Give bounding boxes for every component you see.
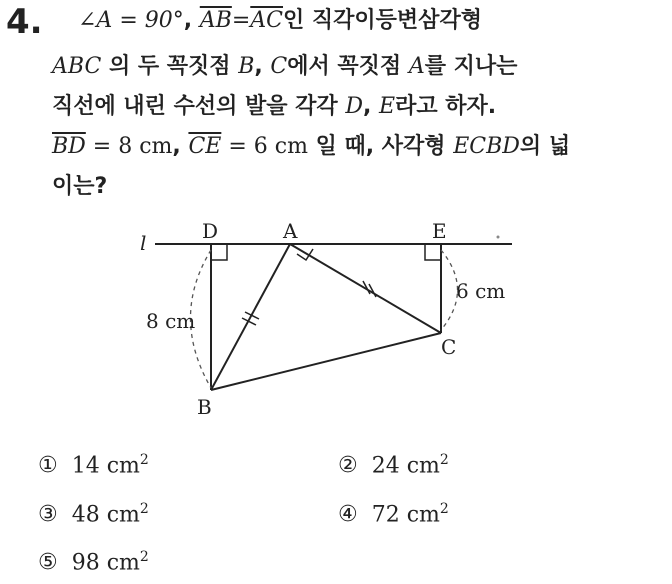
- choice-4-mark: ④: [338, 502, 358, 528]
- line1-text: 인 직각이등변삼각형: [283, 8, 482, 33]
- right-angle-e: [425, 244, 441, 260]
- choice-3-mark: ③: [38, 502, 58, 528]
- label-ce-length: 6 cm: [456, 279, 506, 303]
- choice-5-value: 98 cm: [71, 550, 140, 576]
- label-d: D: [202, 219, 219, 243]
- question-number: 4.: [6, 2, 43, 42]
- choice-5-exponent: 2: [139, 549, 149, 565]
- label-b: B: [197, 395, 212, 419]
- angle-a-expression: ∠A = 90°: [78, 8, 184, 33]
- choice-1-exponent: 2: [139, 452, 149, 468]
- line2-sep: ,: [254, 54, 271, 79]
- line2-text-1: 의 두 꼭짓점: [101, 54, 239, 79]
- choice-3-exponent: 2: [139, 501, 149, 517]
- line3-text-1: 직선에 내린 수선의 발을 각각: [52, 94, 346, 119]
- equals-sign: =: [231, 8, 251, 33]
- choice-2[interactable]: [338, 452, 449, 478]
- choice-1-mark: ①: [38, 453, 58, 479]
- vertex-c: C: [270, 54, 288, 79]
- line3-sep: ,: [362, 94, 379, 119]
- line-end-mark: [497, 236, 500, 239]
- choice-5[interactable]: [38, 549, 149, 575]
- choice-4[interactable]: [338, 501, 449, 527]
- line5-text: 이는?: [52, 174, 108, 199]
- choice-3[interactable]: [38, 501, 149, 527]
- choice-3-value: 48 cm: [71, 502, 140, 528]
- choice-1[interactable]: [38, 452, 149, 478]
- choice-4-value: 72 cm: [371, 502, 440, 528]
- line3-text-2: 라고 하자.: [395, 94, 497, 119]
- choice-1-value: 14 cm: [71, 453, 140, 479]
- segment-ac-line: [290, 244, 441, 333]
- segment-ce: $\overline{CE}$: [188, 134, 222, 159]
- segment-bd: $\overline{BD}$: [52, 134, 86, 159]
- label-bd-length: 8 cm: [146, 309, 196, 333]
- line4-text-1: 일 때, 사각형: [307, 134, 454, 159]
- line4-sep: ,: [172, 134, 189, 159]
- segment-ac: $\overline{AC}$: [250, 8, 284, 33]
- choice-2-mark: ②: [338, 453, 358, 479]
- triangle-name: ABC: [52, 54, 102, 79]
- quadrilateral-name: ECBD: [453, 134, 520, 159]
- label-c: C: [441, 335, 457, 359]
- segment-ab: $\overline{AB}$: [199, 8, 232, 33]
- line2-text-3: 를 지나는: [424, 54, 518, 79]
- foot-e: E: [379, 94, 396, 119]
- right-angle-d: [211, 244, 227, 260]
- segment-bc-line: [211, 333, 441, 390]
- line4-text-2: 의 넓: [519, 134, 571, 159]
- foot-d: D: [345, 94, 363, 119]
- vertex-a: A: [408, 54, 425, 79]
- comma: ,: [183, 8, 193, 33]
- bd-length: = 8 cm: [85, 134, 173, 159]
- vertex-b: B: [238, 54, 255, 79]
- choice-4-exponent: 2: [439, 501, 449, 517]
- line2-text-2: 에서 꼭짓점: [287, 54, 409, 79]
- choice-2-exponent: 2: [439, 452, 449, 468]
- ce-length: = 6 cm: [221, 134, 308, 159]
- choice-5-mark: ⑤: [38, 550, 58, 576]
- label-e: E: [432, 219, 447, 243]
- segment-ab-line: [211, 244, 290, 390]
- choice-2-value: 24 cm: [371, 453, 440, 479]
- line-l-label: l: [140, 231, 147, 255]
- label-a: A: [283, 219, 298, 243]
